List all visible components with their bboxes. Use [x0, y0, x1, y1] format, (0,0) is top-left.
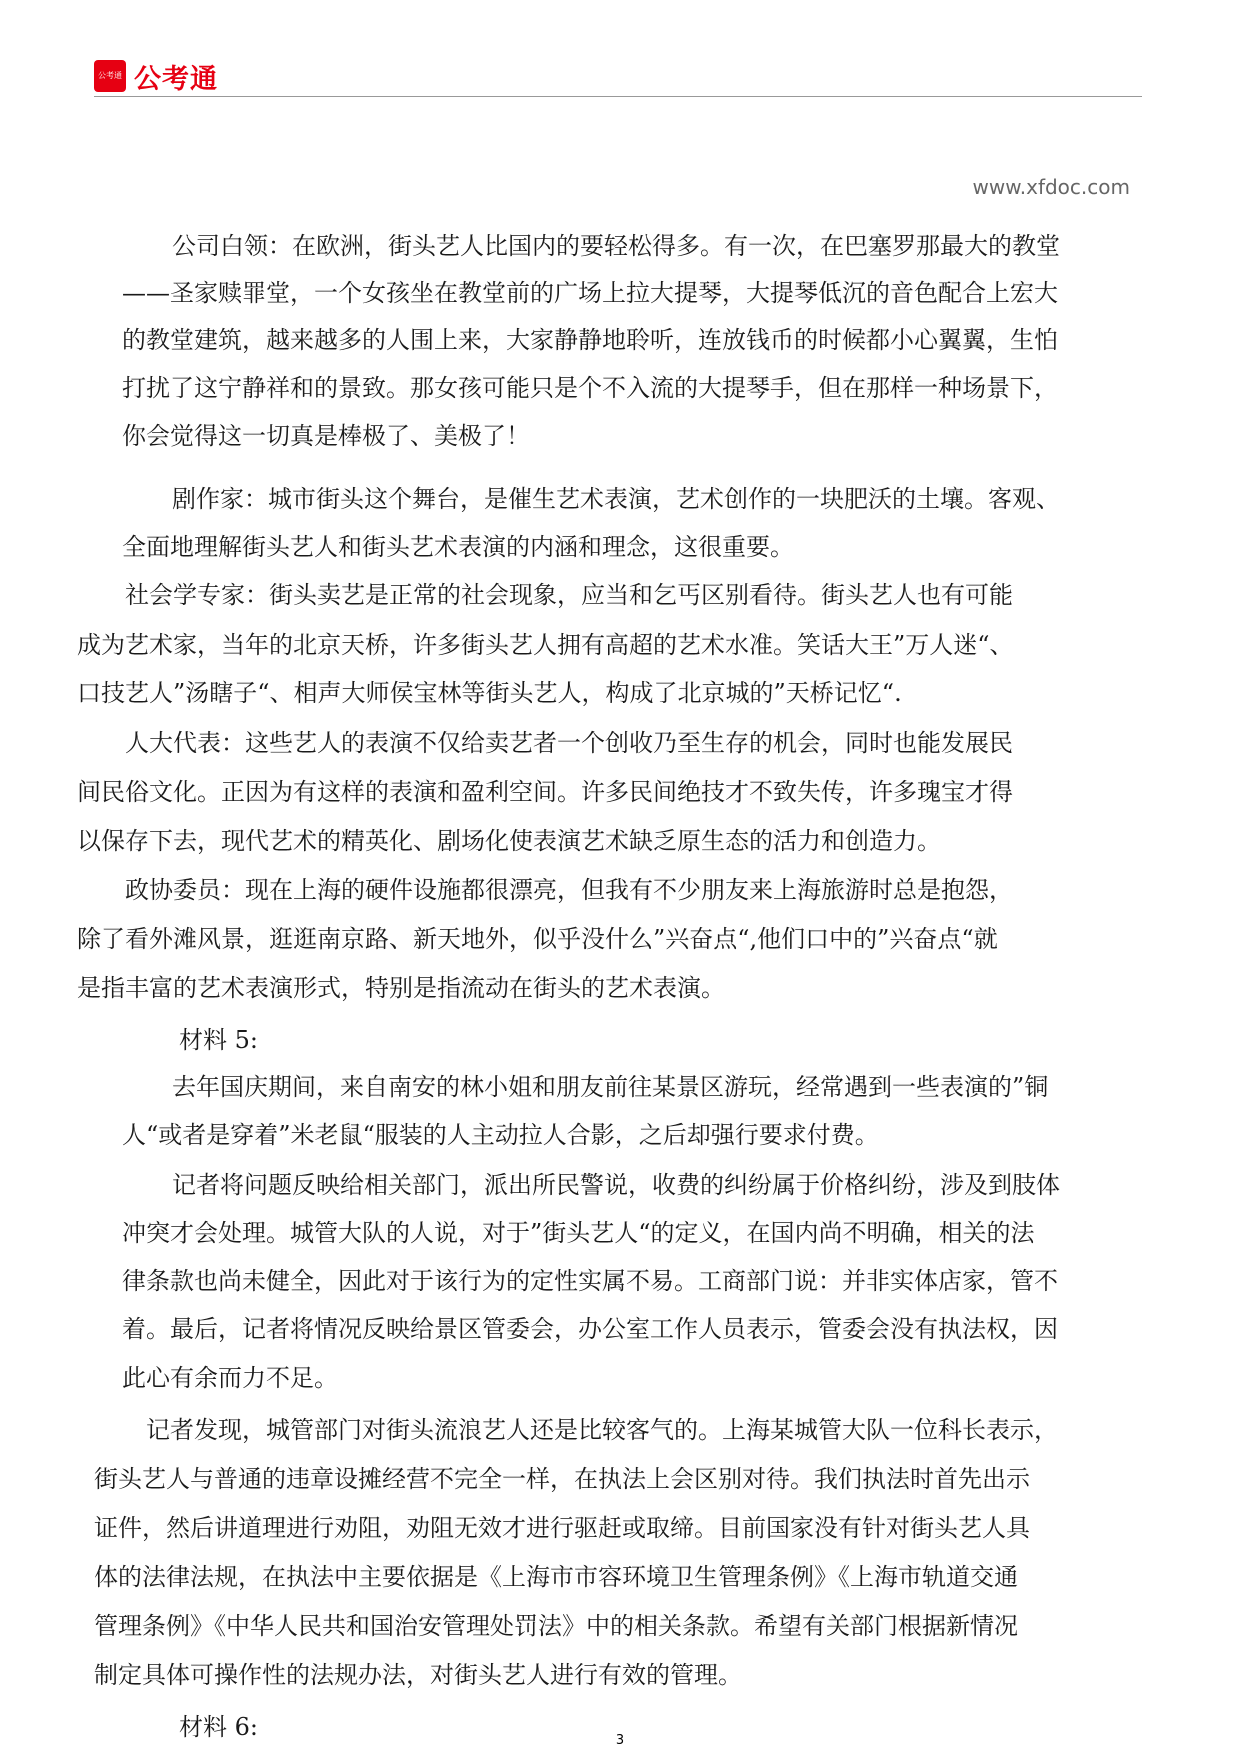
text-line: 的教堂建筑，越来越多的人围上来，大家静静地聆听，连放钱币的时候都小心翼翼，生怕 — [122, 326, 1058, 354]
text-line: 律条款也尚未健全，因此对于该行为的定性实属不易。工商部门说：并非实体店家，管不 — [122, 1267, 1058, 1295]
text-line: 以保存下去，现代艺术的精英化、剧场化使表演艺术缺乏原生态的活力和创造力。 — [77, 827, 941, 855]
text-line: 人“或者是穿着”米老鼠“服装的人主动拉人合影，之后却强行要求付费。 — [122, 1121, 879, 1149]
text-line: 着。最后，记者将情况反映给景区管委会，办公室工作人员表示，管委会没有执法权，因 — [122, 1315, 1058, 1343]
header-divider — [94, 96, 1142, 97]
section-heading: 材料 6: — [179, 1713, 258, 1741]
text-line: 管理条例》《中华人民共和国治安管理处罚法》中的相关条款。希望有关部门根据新情况 — [94, 1612, 1018, 1640]
text-line: 记者将问题反映给相关部门，派出所民警说，收费的纠纷属于价格纠纷，涉及到肢体 — [172, 1171, 1060, 1199]
text-line: 社会学专家：街头卖艺是正常的社会现象，应当和乞丐区别看待。街头艺人也有可能 — [125, 581, 1013, 609]
text-line: 间民俗文化。正因为有这样的表演和盈利空间。许多民间绝技才不致失传，许多瑰宝才得 — [77, 778, 1013, 806]
text-line: 剧作家：城市街头这个舞台，是催生艺术表演，艺术创作的一块肥沃的土壤。客观、 — [172, 485, 1060, 513]
text-line: 除了看外滩风景，逛逛南京路、新天地外，似乎没什么”兴奋点“,他们口中的”兴奋点“就 — [77, 925, 998, 953]
text-line: 体的法律法规，在执法中主要依据是《上海市市容环境卫生管理条例》《上海市轨道交通 — [94, 1563, 1018, 1591]
text-line: 去年国庆期间，来自南安的林小姐和朋友前往某景区游玩，经常遇到一些表演的”铜 — [172, 1073, 1049, 1101]
brand-name: 公考通 — [134, 63, 218, 95]
text-line: 证件，然后讲道理进行劝阻，劝阻无效才进行驱赶或取缔。目前国家没有针对街头艺人具 — [94, 1514, 1030, 1542]
text-line: 你会觉得这一切真是棒极了、美极了！ — [122, 422, 530, 450]
text-line: 打扰了这宁静祥和的景致。那女孩可能只是个不入流的大提琴手，但在那样一种场景下， — [122, 374, 1058, 402]
text-line: 是指丰富的艺术表演形式，特别是指流动在街头的艺术表演。 — [77, 974, 725, 1002]
page-number: 3 — [615, 1733, 625, 1748]
text-line: 冲突才会处理。城管大队的人说，对于”街头艺人“的定义，在国内尚不明确，相关的法 — [122, 1219, 1035, 1247]
text-line: 记者发现，城管部门对街头流浪艺人还是比较客气的。上海某城管大队一位科长表示， — [146, 1416, 1058, 1444]
text-line: 此心有余而力不足。 — [122, 1364, 338, 1392]
text-line: 人大代表：这些艺人的表演不仅给卖艺者一个创收乃至生存的机会，同时也能发展民 — [125, 729, 1013, 757]
text-line: 政协委员：现在上海的硬件设施都很漂亮，但我有不少朋友来上海旅游时总是抱怨， — [125, 876, 1013, 904]
text-line: 制定具体可操作性的法规办法，对街头艺人进行有效的管理。 — [94, 1661, 742, 1689]
text-line: 口技艺人”汤瞎子“、相声大师侯宝林等街头艺人，构成了北京城的”天桥记忆“. — [77, 679, 902, 707]
site-url: www.xfdoc.com — [972, 175, 1130, 199]
section-heading: 材料 5: — [179, 1026, 258, 1054]
text-line: 成为艺术家，当年的北京天桥，许多街头艺人拥有高超的艺术水准。笑话大王”万人迷“、 — [77, 631, 1014, 659]
text-line: 公司白领：在欧洲，街头艺人比国内的要轻松得多。有一次，在巴塞罗那最大的教堂 — [172, 232, 1060, 260]
text-line: 街头艺人与普通的违章设摊经营不完全一样，在执法上会区别对待。我们执法时首先出示 — [94, 1465, 1030, 1493]
logo-icon: 公考通 — [94, 60, 126, 92]
text-line: ——圣家赎罪堂，一个女孩坐在教堂前的广场上拉大提琴，大提琴低沉的音色配合上宏大 — [122, 279, 1058, 307]
header-logo — [94, 58, 218, 94]
text-line: 全面地理解街头艺人和街头艺术表演的内涵和理念，这很重要。 — [122, 533, 794, 561]
